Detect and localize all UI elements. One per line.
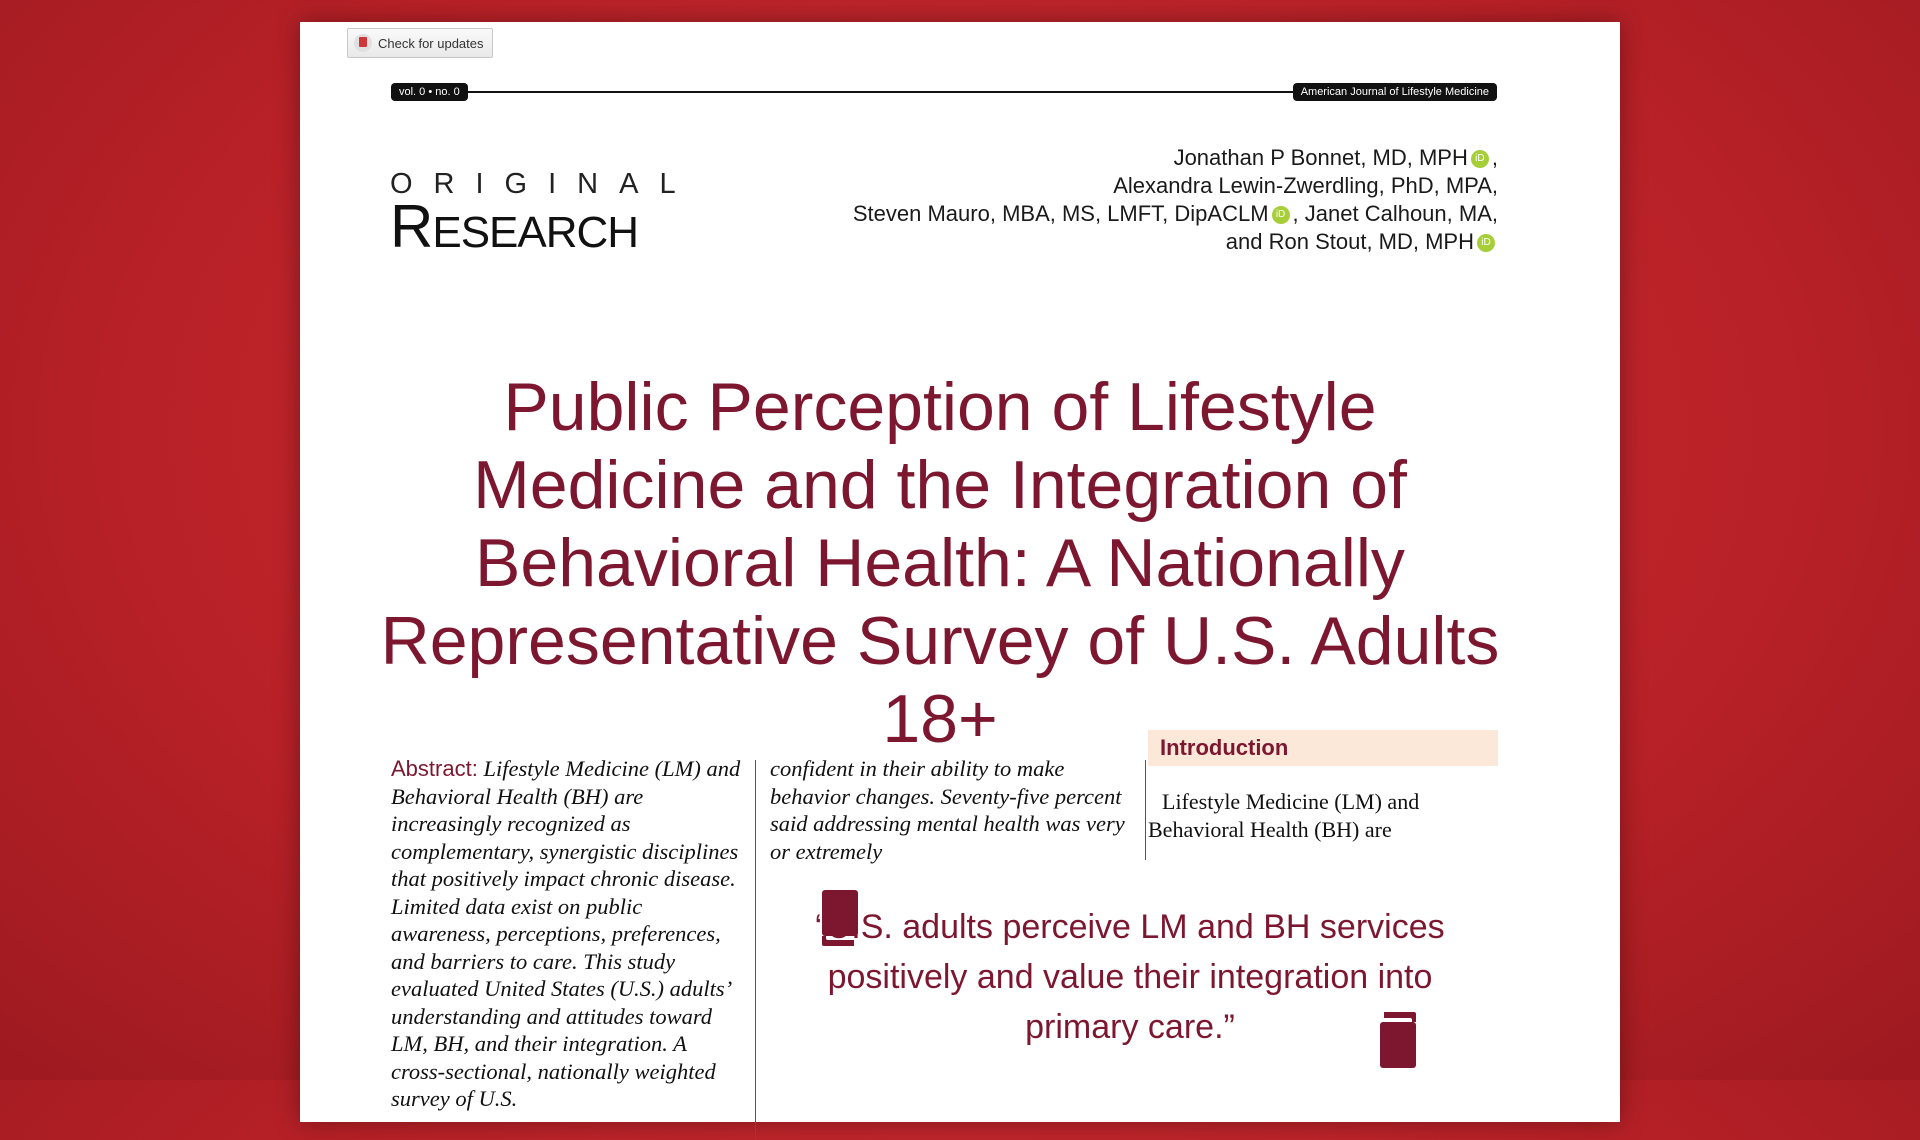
author-bonnet[interactable]: Jonathan P Bonnet, MD, MPH xyxy=(1173,145,1468,170)
introduction-heading: Introduction xyxy=(1148,730,1498,766)
introduction-text: Lifestyle Medicine (LM) and Behavioral Health (BH) are xyxy=(1148,789,1420,842)
orcid-icon[interactable]: iD xyxy=(1272,206,1290,224)
author-line-3 xyxy=(718,200,1498,228)
author-line-4 xyxy=(718,228,1498,256)
abstract-label: Abstract: xyxy=(391,756,478,781)
column-divider xyxy=(755,760,756,1140)
abstract-column-1 xyxy=(391,755,741,1113)
author-mauro[interactable]: Steven Mauro, MBA, MS, LMFT, DipACLM xyxy=(852,201,1269,226)
section-initial: R xyxy=(390,193,433,260)
orcid-icon[interactable]: iD xyxy=(1471,150,1489,168)
pull-quote: “U.S. adults perceive LM and BH services positively and value their integration into primary care.” xyxy=(815,908,1445,1046)
orcid-icon[interactable]: iD xyxy=(1477,234,1495,252)
quote-book-icon xyxy=(1376,1010,1420,1070)
section-label-bottom xyxy=(390,193,697,260)
author-list xyxy=(718,144,1498,256)
author-calhoun[interactable]: , Janet Calhoun, MA, xyxy=(1292,201,1498,226)
section-rest: ESEARCH xyxy=(432,208,639,257)
column-divider xyxy=(1145,760,1146,860)
volume-label: vol. 0 • no. 0 xyxy=(391,83,468,101)
section-label-top: ORIGINAL xyxy=(390,168,697,200)
header-rule xyxy=(391,83,1497,101)
abstract-column-2: confident in their ability to make behavior changes. Seventy-five percent said addressing mental health was very or extremely xyxy=(770,756,1125,864)
journal-name: American Journal of Lifestyle Medicine xyxy=(1293,83,1497,101)
check-for-updates-button[interactable] xyxy=(347,28,493,58)
article-page xyxy=(300,22,1620,1122)
author-line-2[interactable]: Alexandra Lewin-Zwerdling, PhD, MPA, xyxy=(1113,173,1498,198)
author-line-1: Jonathan P Bonnet, MD, MPH iD , xyxy=(1173,145,1498,170)
bookmark-icon xyxy=(354,34,372,52)
article-title: Public Perception of Lifestyle Medicine and the Integration of Behavioral Health: A Nationally Representative Survey of U.S. Adults 18+ xyxy=(380,368,1500,757)
author-stout[interactable]: and Ron Stout, MD, MPH xyxy=(1225,229,1474,254)
abstract-text-1: Lifestyle Medicine (LM) and Behavioral Health (BH) are increasingly recognized as complementary, synergistic disciplines that positively impact chronic disease. Limited data exist on public awareness, perceptions, preferences, and barriers to care. This study evaluated United States (U.S.) adults’ understanding and attitudes toward LM, BH, and their integration. A cross-sectional, nationally weighted survey of U.S. xyxy=(391,756,741,1111)
check-for-updates-label: Check for updates xyxy=(378,35,484,51)
section-label xyxy=(390,168,697,259)
